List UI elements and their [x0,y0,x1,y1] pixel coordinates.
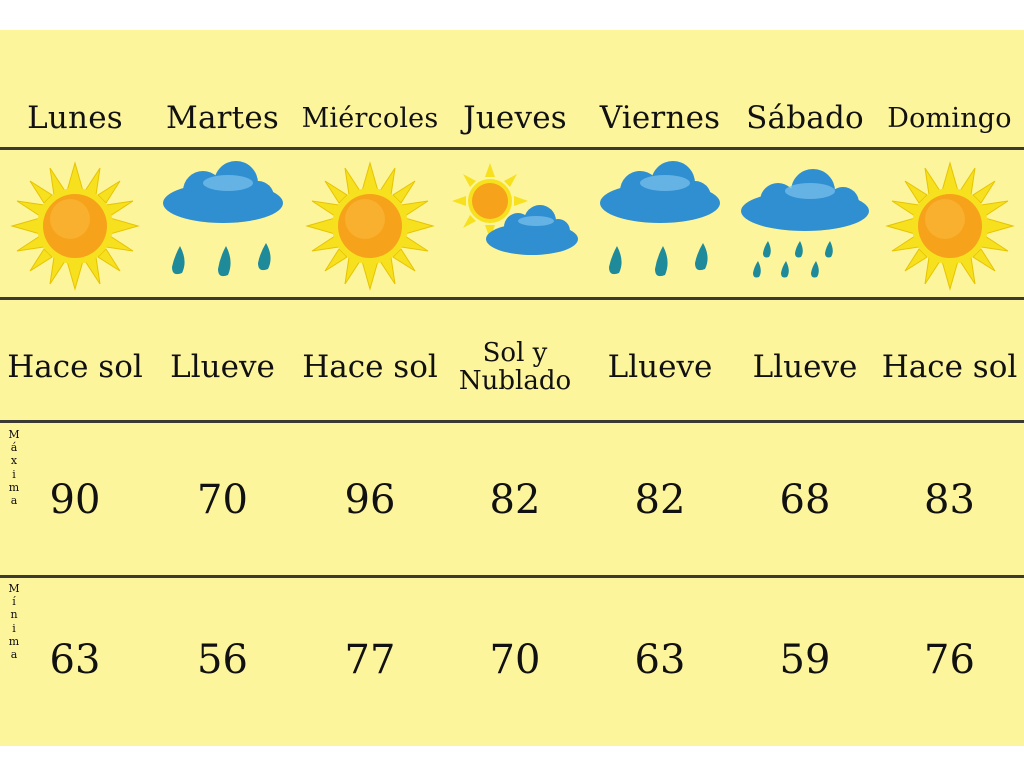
label-letter: i [12,467,16,481]
condition-sunday: Hace sol [881,349,1018,386]
weather-table [0,30,1024,746]
day-monday: Lunes [27,100,123,136]
condition-saturday: Llueve [752,349,858,386]
min-monday: 63 [49,637,101,683]
day-tuesday: Martes [166,100,279,136]
rain-cloud-icon [585,152,735,300]
min-row [0,580,1024,740]
day-thursday: Jueves [463,100,567,136]
condition-friday: Llueve [607,349,713,386]
sun-icon [295,152,445,300]
max-thursday: 82 [489,477,541,523]
min-saturday: 59 [779,637,831,683]
label-letter: m [8,480,20,494]
max-wednesday: 96 [344,477,396,523]
day-wednesday: Miércoles [301,102,439,134]
label-letter: M [8,428,20,441]
max-saturday: 68 [779,477,831,523]
label-letter: M [8,582,20,595]
divider [0,297,1024,300]
min-thursday: 70 [489,637,541,683]
conditions-row [0,315,1024,420]
label-letter: á [10,441,18,455]
days-row [0,88,1024,148]
label-letter: m [8,634,20,648]
sun-icon [0,152,150,300]
day-saturday: Sábado [746,100,864,136]
label-letter: i [12,621,16,635]
label-letter: x [10,454,18,468]
min-friday: 63 [634,637,686,683]
max-row [0,425,1024,575]
rain-cloud-icon [150,152,295,300]
condition-thursday: Sol y Nublado [458,338,572,396]
min-tuesday: 56 [197,637,248,683]
max-sunday: 83 [924,477,975,523]
label-letter: n [10,608,18,622]
label-letter: í [12,595,16,609]
max-tuesday: 70 [197,477,248,523]
day-sunday: Domingo [887,102,1012,134]
divider [0,147,1024,150]
min-wednesday: 77 [344,637,396,683]
icons-row [0,152,1024,300]
rain-cloud-icon [735,152,875,300]
label-letter: a [10,493,18,507]
max-monday: 90 [49,477,101,523]
condition-wednesday: Hace sol [302,349,438,386]
sun-cloud-icon [445,152,585,300]
divider [0,575,1024,578]
divider [0,420,1024,423]
min-sunday: 76 [924,637,975,683]
condition-monday: Hace sol [7,349,143,386]
sun-icon [875,152,1024,300]
condition-tuesday: Llueve [170,349,275,386]
max-friday: 82 [634,477,686,523]
label-letter: a [10,647,18,661]
day-friday: Viernes [599,100,721,136]
